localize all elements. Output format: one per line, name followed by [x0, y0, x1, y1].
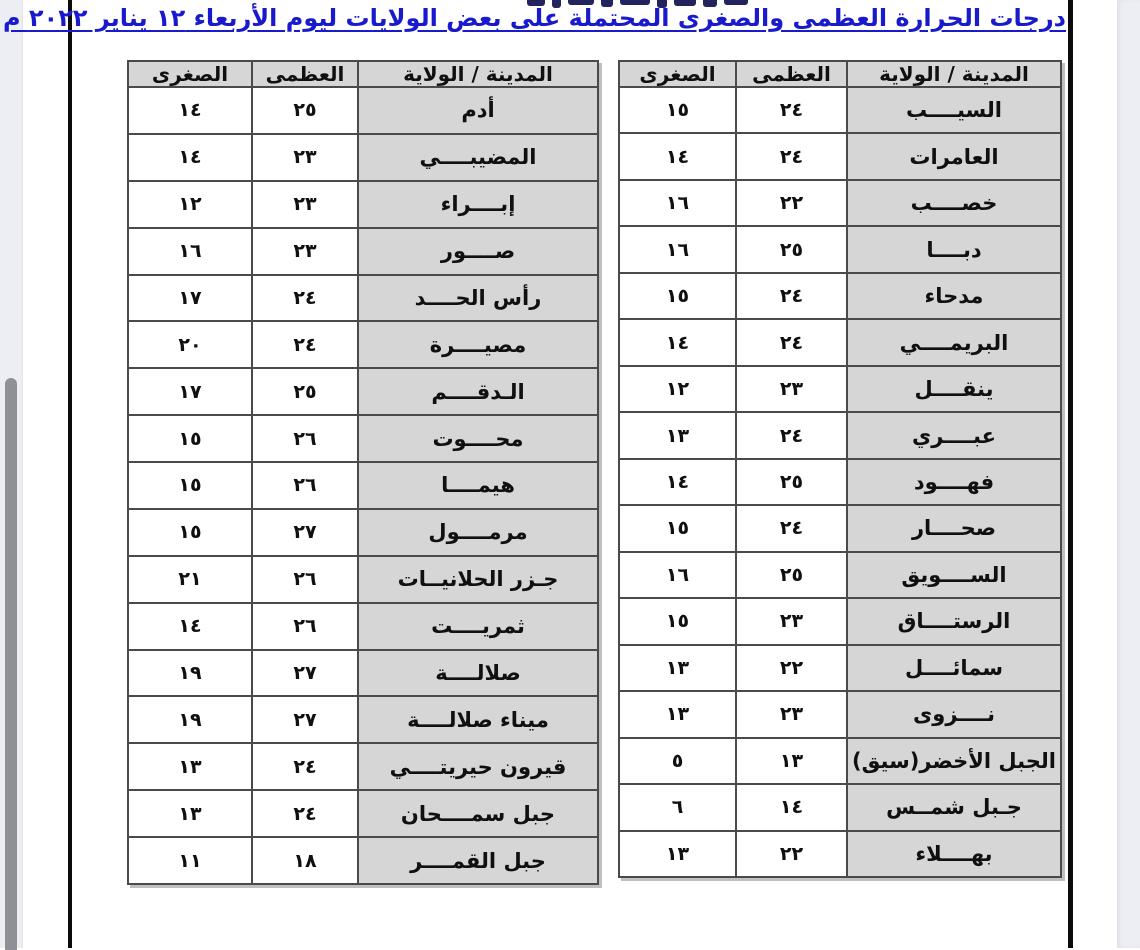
min-temp-cell: ١٢	[619, 366, 736, 412]
max-temp-cell: ٢٦	[252, 462, 358, 509]
max-column-header: العظمى	[252, 61, 358, 87]
min-temp-cell: ١٢	[128, 181, 252, 228]
min-temp-cell: ١٥	[619, 87, 736, 133]
max-temp-cell: ٢٥	[252, 368, 358, 415]
max-temp-cell: ٢٤	[252, 743, 358, 790]
table-row	[619, 226, 1061, 272]
city-cell: مصيــــرة	[358, 321, 598, 368]
header-row	[128, 61, 598, 87]
min-temp-cell: ١٥	[619, 505, 736, 551]
max-temp-cell: ٢٣	[252, 181, 358, 228]
max-temp-cell: ٢٦	[252, 603, 358, 650]
max-temp-cell: ٢٣	[736, 366, 847, 412]
min-temp-cell: ١٣	[619, 412, 736, 458]
min-temp-cell: ١٤	[128, 134, 252, 181]
city-cell: الســــويق	[847, 552, 1061, 598]
table-row	[128, 743, 598, 790]
min-temp-cell: ٥	[619, 738, 736, 784]
table-row	[128, 790, 598, 837]
city-cell: صــــور	[358, 228, 598, 275]
min-temp-cell: ١٥	[619, 273, 736, 319]
city-cell: جبل القمــــر	[358, 837, 598, 884]
city-cell: الـدقــــم	[358, 368, 598, 415]
table-row	[128, 650, 598, 697]
city-cell: بهــــلاء	[847, 831, 1061, 878]
city-cell: ثمريــــت	[358, 603, 598, 650]
max-temp-cell: ٢٦	[252, 415, 358, 462]
max-temp-cell: ٢٦	[252, 556, 358, 603]
min-temp-cell: ١٧	[128, 368, 252, 415]
page-margin-right	[1117, 0, 1140, 948]
vertical-scrollbar-thumb[interactable]	[5, 378, 17, 950]
city-cell: صحــــار	[847, 505, 1061, 551]
max-temp-cell: ٢٤	[736, 133, 847, 179]
city-cell: عبــــري	[847, 412, 1061, 458]
max-temp-cell: ٢٧	[252, 696, 358, 743]
min-temp-cell: ١٦	[619, 180, 736, 226]
max-temp-cell: ١٤	[736, 784, 847, 830]
max-temp-cell: ٢٥	[252, 87, 358, 134]
city-cell: دبــــا	[847, 226, 1061, 272]
city-cell: فهــــود	[847, 459, 1061, 505]
min-temp-cell: ١٥	[128, 509, 252, 556]
table-body-right	[619, 87, 1061, 877]
max-temp-cell: ٢٣	[736, 691, 847, 737]
table-row	[619, 552, 1061, 598]
city-cell: البريمــــي	[847, 319, 1061, 365]
table-row	[128, 321, 598, 368]
table-row	[619, 831, 1061, 878]
max-temp-cell: ٢٢	[736, 645, 847, 691]
min-temp-cell: ١٤	[619, 319, 736, 365]
min-temp-cell: ١١	[128, 837, 252, 884]
min-temp-cell: ١٦	[619, 226, 736, 272]
city-cell: المضيبــــي	[358, 134, 598, 181]
city-cell: جـزر الحلانيــات	[358, 556, 598, 603]
min-temp-cell: ١٩	[128, 650, 252, 697]
min-temp-cell: ٢١	[128, 556, 252, 603]
temperature-table-right	[618, 60, 1062, 878]
table-row	[619, 645, 1061, 691]
min-temp-cell: ١٤	[128, 603, 252, 650]
city-cell: رأس الحــــد	[358, 275, 598, 322]
city-cell: سمائــــل	[847, 645, 1061, 691]
max-temp-cell: ٢٢	[736, 180, 847, 226]
max-temp-cell: ٢٢	[736, 831, 847, 878]
max-temp-cell: ٢٣	[252, 134, 358, 181]
table-row	[619, 319, 1061, 365]
min-temp-cell: ١٣	[128, 790, 252, 837]
table-row	[619, 133, 1061, 179]
city-cell: الرستــــاق	[847, 598, 1061, 644]
max-temp-cell: ٢٤	[252, 790, 358, 837]
max-temp-cell: ١٣	[736, 738, 847, 784]
page-title: درجات الحرارة العظمى والصغرى المحتملة على بعض الولايات ليوم الأربعاء ١٢ يناير ٢٠٢٢ م	[2, 4, 1066, 32]
city-column-header: المدينة / الولاية	[358, 61, 598, 87]
min-temp-cell: ١٣	[619, 645, 736, 691]
min-temp-cell: ٦	[619, 784, 736, 830]
city-cell: جبل سمــــحان	[358, 790, 598, 837]
min-temp-cell: ١٤	[128, 87, 252, 134]
table-row	[128, 696, 598, 743]
max-temp-cell: ٢٥	[736, 226, 847, 272]
city-cell: مدحاء	[847, 273, 1061, 319]
max-temp-cell: ٢٤	[736, 87, 847, 133]
city-cell: العامرات	[847, 133, 1061, 179]
vertical-scrollbar-track[interactable]	[0, 0, 23, 948]
table-row	[128, 275, 598, 322]
table-row	[619, 366, 1061, 412]
table-row	[128, 134, 598, 181]
max-temp-cell: ٢٧	[252, 650, 358, 697]
table-row	[128, 556, 598, 603]
max-temp-cell: ٢٤	[252, 321, 358, 368]
max-column-header: العظمى	[736, 61, 847, 87]
max-temp-cell: ١٨	[252, 837, 358, 884]
city-cell: جـبل شمــس	[847, 784, 1061, 830]
city-cell: السيــــب	[847, 87, 1061, 133]
city-cell: أدم	[358, 87, 598, 134]
city-cell: نــــزوى	[847, 691, 1061, 737]
max-temp-cell: ٢٣	[252, 228, 358, 275]
table-row	[619, 459, 1061, 505]
page-border-left	[68, 0, 72, 948]
table-row	[619, 87, 1061, 133]
table-row	[128, 462, 598, 509]
min-temp-cell: ١٤	[619, 133, 736, 179]
city-cell: الجبل الأخضر(سيق)	[847, 738, 1061, 784]
table-row	[619, 691, 1061, 737]
min-temp-cell: ١٣	[619, 691, 736, 737]
min-temp-cell: ١٥	[619, 598, 736, 644]
table-body-left	[128, 87, 598, 884]
table-row	[128, 603, 598, 650]
city-cell: ميناء صلالــــة	[358, 696, 598, 743]
table-row	[128, 228, 598, 275]
min-temp-cell: ١٥	[128, 462, 252, 509]
table-row	[128, 837, 598, 884]
min-temp-cell: ٢٠	[128, 321, 252, 368]
table-row	[619, 738, 1061, 784]
max-temp-cell: ٢٤	[252, 275, 358, 322]
min-temp-cell: ١٦	[619, 552, 736, 598]
max-temp-cell: ٢٤	[736, 319, 847, 365]
table-row	[619, 784, 1061, 830]
max-temp-cell: ٢٥	[736, 459, 847, 505]
table-row	[128, 87, 598, 134]
table-row	[619, 598, 1061, 644]
max-temp-cell: ٢٤	[736, 505, 847, 551]
min-temp-cell: ١٧	[128, 275, 252, 322]
min-temp-cell: ١٥	[128, 415, 252, 462]
min-temp-cell: ١٣	[128, 743, 252, 790]
min-column-header: الصغرى	[128, 61, 252, 87]
max-temp-cell: ٢٧	[252, 509, 358, 556]
city-cell: إبــــراء	[358, 181, 598, 228]
table-row	[619, 273, 1061, 319]
city-cell: ينقــــل	[847, 366, 1061, 412]
table-row	[128, 509, 598, 556]
table-row	[128, 415, 598, 462]
page-border-right	[1068, 0, 1073, 948]
min-temp-cell: ١٤	[619, 459, 736, 505]
table-row	[619, 412, 1061, 458]
city-cell: قيرون حيريتــــي	[358, 743, 598, 790]
temperature-table-left	[127, 60, 599, 885]
city-column-header: المدينة / الولاية	[847, 61, 1061, 87]
table-row	[619, 505, 1061, 551]
table-row	[128, 181, 598, 228]
city-cell: مرمــــول	[358, 509, 598, 556]
max-temp-cell: ٢٥	[736, 552, 847, 598]
min-temp-cell: ١٩	[128, 696, 252, 743]
max-temp-cell: ٢٤	[736, 273, 847, 319]
header-row	[619, 61, 1061, 87]
city-cell: خصــــب	[847, 180, 1061, 226]
city-cell: هيمــــا	[358, 462, 598, 509]
max-temp-cell: ٢٤	[736, 412, 847, 458]
min-column-header: الصغرى	[619, 61, 736, 87]
min-temp-cell: ١٣	[619, 831, 736, 878]
city-cell: صلالــــة	[358, 650, 598, 697]
city-cell: محــــوت	[358, 415, 598, 462]
max-temp-cell: ٢٣	[736, 598, 847, 644]
table-row	[619, 180, 1061, 226]
min-temp-cell: ١٦	[128, 228, 252, 275]
table-row	[128, 368, 598, 415]
